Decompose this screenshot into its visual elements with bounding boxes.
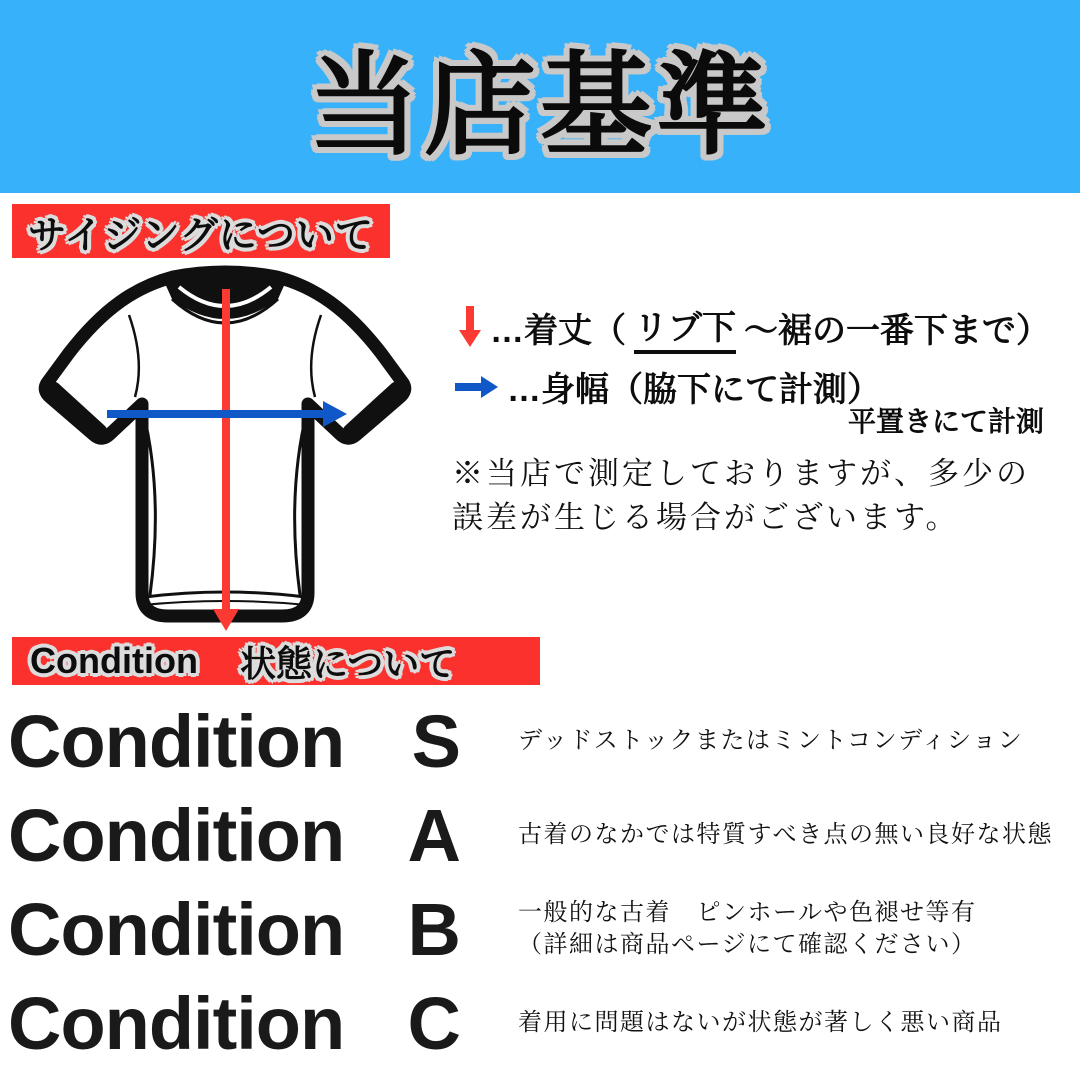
condition-row-a (8, 788, 1072, 882)
flat-measure-note: 平置きにて計測 (848, 406, 1045, 437)
condition-section-header (12, 637, 540, 685)
down-arrow-icon (458, 306, 482, 348)
condition-header-en: Condition (30, 640, 198, 681)
tshirt-illustration (25, 263, 425, 641)
condition-header-ja: 状態について (239, 642, 456, 684)
condition-grade: B (407, 887, 460, 971)
condition-desc-line2: （詳細は商品ページにて確認ください） (518, 932, 977, 958)
condition-word: Condition (8, 981, 345, 1065)
page-title: 当店基準 (308, 43, 772, 168)
condition-row-c (8, 976, 1072, 1070)
condition-word: Condition (8, 793, 345, 877)
condition-label (8, 981, 460, 1066)
sizing-section-header (12, 204, 390, 258)
condition-label (8, 887, 460, 972)
condition-word: Condition (8, 699, 345, 783)
condition-label (8, 699, 460, 784)
width-label: …身幅（脇下にて計測） (507, 371, 881, 409)
right-arrow-icon (455, 375, 499, 399)
condition-desc-line1: 古着のなかでは特質すべき点の無い良好な状態 (518, 821, 1054, 848)
condition-desc-line1: デッドストックまたはミントコンディション (518, 727, 1024, 754)
width-legend (455, 362, 881, 411)
condition-desc-line1: 一般的な古着 ピンホールや色褪せ等有 (518, 899, 977, 926)
condition-description (518, 725, 1023, 757)
measurement-disclaimer: ※当店で測定しておりますが、多少の誤差が生じる場合がございます。 (452, 456, 1030, 536)
condition-list (8, 694, 1072, 1070)
header-banner (0, 0, 1080, 193)
condition-description (518, 819, 1053, 851)
length-label-suffix: ～裾の一番下まで） (744, 311, 1050, 350)
length-legend (458, 300, 1050, 354)
condition-description (518, 897, 977, 962)
condition-grade: C (407, 981, 460, 1065)
condition-row-b (8, 882, 1072, 976)
condition-row-s (8, 694, 1072, 788)
condition-grade: S (411, 699, 460, 783)
condition-word: Condition (8, 887, 345, 971)
condition-label (8, 793, 460, 878)
length-label-underlined: リブ下 (634, 300, 736, 354)
tshirt-diagram (25, 263, 425, 641)
length-label-prefix: …着丈（ (490, 311, 626, 350)
sizing-section-label: サイジングについて (28, 214, 374, 257)
condition-description (518, 1007, 1003, 1039)
condition-desc-line1: 着用に問題はないが状態が著しく悪い商品 (518, 1009, 1003, 1036)
condition-grade: A (407, 793, 460, 877)
